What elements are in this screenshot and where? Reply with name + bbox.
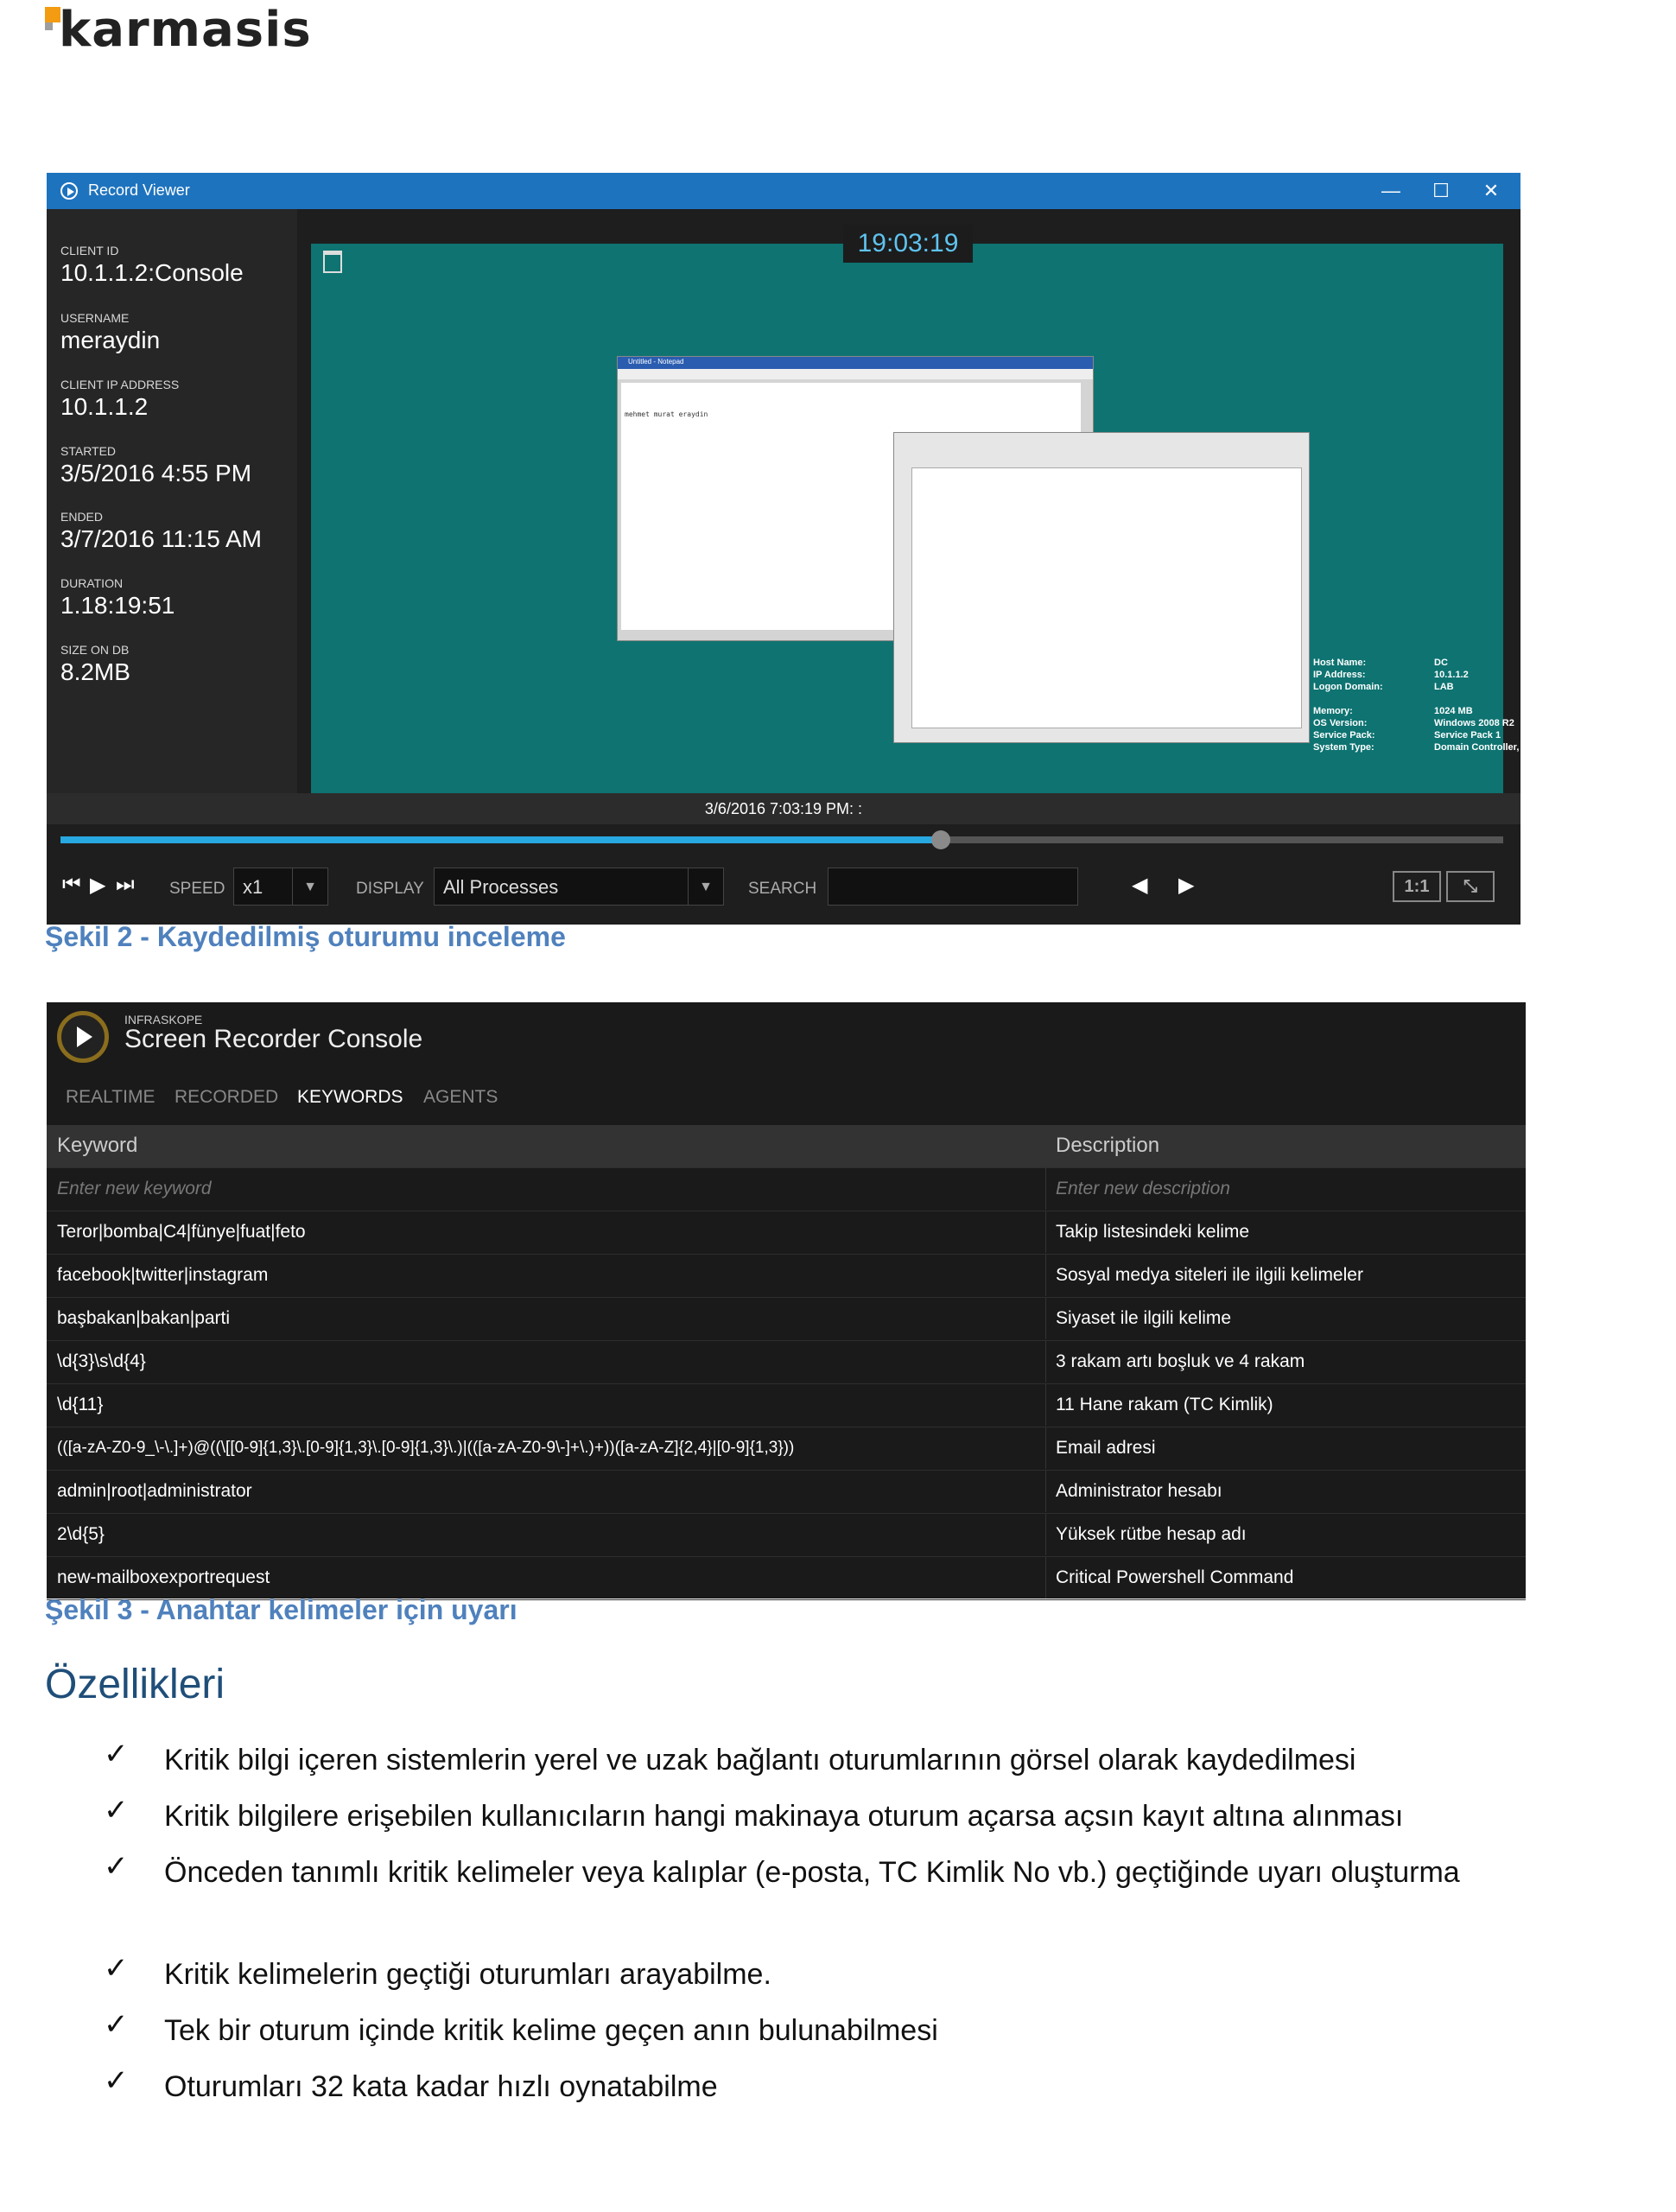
console-header — [47, 1002, 1526, 1125]
skip-forward-icon[interactable]: ⏭ — [116, 873, 135, 896]
table-row[interactable] — [47, 1341, 1526, 1384]
column-divider — [1045, 1211, 1046, 1253]
new-description-input[interactable]: Enter new description — [1056, 1179, 1230, 1198]
description-cell: Siyaset ile ilgili kelime — [1056, 1308, 1232, 1328]
close-button[interactable]: ✕ — [1482, 180, 1500, 201]
table-row[interactable] — [47, 1427, 1526, 1471]
username-label: USERNAME — [60, 311, 130, 325]
feature-text: Kritik bilgi içeren sistemlerin yerel ve uzak bağlantı oturumlarının görsel olarak kaydedilmesi — [164, 1744, 1356, 1777]
search-input[interactable] — [828, 868, 1078, 906]
table-row[interactable] — [47, 1298, 1526, 1341]
checkmark-icon: ✓ — [104, 2008, 129, 2041]
keyword-column-header: Keyword — [57, 1134, 138, 1157]
size-label: SIZE ON DB — [60, 643, 130, 657]
chevron-down-icon: ▼ — [688, 868, 723, 905]
new-keyword-input[interactable]: Enter new keyword — [57, 1179, 212, 1198]
features-heading: Özellikleri — [45, 1662, 225, 1707]
column-divider — [1045, 1255, 1046, 1296]
username-value: meraydin — [60, 327, 161, 353]
column-divider — [1045, 1471, 1046, 1512]
play-icon[interactable]: ▶ — [90, 874, 106, 897]
column-divider — [1045, 1514, 1046, 1555]
skip-back-icon[interactable]: ⏮ — [62, 873, 81, 896]
playback-status-bar: 3/6/2016 7:03:19 PM: : — [47, 793, 1520, 824]
checkmark-icon: ✓ — [104, 1850, 129, 1883]
table-header-row — [47, 1125, 1526, 1168]
ended-label: ENDED — [60, 510, 104, 524]
column-divider — [1045, 1125, 1046, 1166]
checkmark-icon: ✓ — [104, 1794, 129, 1827]
feature-text: Kritik bilgilere erişebilen kullanıcıların hangi makinaya oturum açarsa açsın kayıt altına alınması — [164, 1800, 1404, 1833]
description-cell: 3 rakam artı boşluk ve 4 rakam — [1056, 1351, 1305, 1371]
notepad-menubar — [618, 369, 1093, 379]
column-divider — [1045, 1384, 1046, 1426]
host-info-row: System Type: Domain Controller, Primary, Terminal Server — [1313, 742, 1634, 753]
description-cell: Administrator hesabı — [1056, 1481, 1222, 1501]
maximize-button[interactable]: ☐ — [1432, 180, 1450, 201]
keyword-cell: Teror|bomba|C4|fünye|fuat|feto — [57, 1222, 306, 1242]
recycle-bin-icon — [323, 251, 342, 273]
host-info-row: Host Name: DC — [1313, 658, 1448, 668]
minimize-button[interactable]: — — [1381, 180, 1400, 201]
recorded-desktop-view — [311, 244, 1634, 793]
description-cell: 11 Hane rakam (TC Kimlik) — [1056, 1395, 1273, 1414]
logo-grey-square — [45, 22, 53, 30]
feature-text: Kritik kelimelerin geçtiği oturumları arayabilme. — [164, 1958, 771, 1991]
fit-to-window-icon[interactable]: ⤡ — [1446, 871, 1495, 902]
keyword-cell: (([a-zA-Z0-9_\-\.]+)@((\[[0-9]{1,3}\.[0-9]{1,3}\.[0-9]{1,3}\.)|(([a-zA-Z0-9\-]+\.)+))([a-zA-Z]{2,4}|[0-9]{1,3})) — [57, 1439, 795, 1457]
session-info-panel — [47, 209, 297, 793]
play-circle-icon — [60, 182, 78, 200]
display-select[interactable] — [434, 868, 724, 906]
description-cell: Sosyal medya siteleri ile ilgili kelimeler — [1056, 1265, 1363, 1285]
started-value: 3/5/2016 4:55 PM — [60, 460, 252, 486]
column-divider — [1045, 1427, 1046, 1469]
duration-value: 1.18:19:51 — [60, 592, 175, 619]
table-row[interactable] — [47, 1255, 1526, 1298]
checkmark-icon: ✓ — [104, 2064, 129, 2097]
task-manager-window — [893, 432, 1310, 743]
duration-label: DURATION — [60, 576, 124, 590]
column-divider — [1045, 1298, 1046, 1339]
tab-realtime[interactable]: REALTIME — [66, 1087, 156, 1107]
infraskope-logo-icon — [57, 1011, 109, 1063]
keyword-cell: new-mailboxexportrequest — [57, 1567, 270, 1587]
display-label: DISPLAY — [356, 880, 424, 898]
host-info-row: IP Address: 10.1.1.2 — [1313, 670, 1469, 680]
previous-result-icon[interactable]: ◀ — [1132, 874, 1148, 897]
notepad-title: Untitled - Notepad — [628, 358, 684, 365]
table-row[interactable] — [47, 1514, 1526, 1557]
keyword-cell: admin|root|administrator — [57, 1481, 252, 1501]
client-ip-value: 10.1.1.2 — [60, 393, 149, 420]
host-info-row: OS Version: Windows 2008 R2 — [1313, 718, 1514, 728]
search-label: SEARCH — [748, 880, 817, 898]
actual-size-button[interactable]: 1:1 — [1393, 871, 1441, 902]
description-cell: Takip listesindeki kelime — [1056, 1222, 1250, 1242]
logo-text: karmasis — [59, 2, 312, 58]
host-info-row: Logon Domain: LAB — [1313, 682, 1454, 692]
brand-label: INFRASKOPE — [124, 1013, 203, 1027]
next-result-icon[interactable]: ▶ — [1178, 874, 1195, 897]
size-value: 8.2MB — [60, 658, 130, 685]
tab-keywords[interactable]: KEYWORDS — [297, 1087, 403, 1107]
table-row[interactable] — [47, 1384, 1526, 1427]
notepad-titlebar — [618, 357, 1093, 369]
checkmark-icon: ✓ — [104, 1738, 129, 1770]
window-title: Record Viewer — [88, 181, 190, 199]
new-entry-row — [47, 1168, 1526, 1211]
host-info-row: Service Pack: Service Pack 1 — [1313, 730, 1501, 741]
notepad-line: mehmet murat eraydin — [625, 410, 708, 418]
column-divider — [1045, 1341, 1046, 1382]
feature-text: Oturumları 32 kata kadar hızlı oynatabilme — [164, 2070, 718, 2103]
client-id-label: CLIENT ID — [60, 244, 119, 257]
screen-recorder-console — [47, 1002, 1526, 1599]
feature-text: Tek bir oturum içinde kritik kelime geçen anın bulunabilmesi — [164, 2014, 938, 2047]
record-viewer-window — [47, 173, 1634, 925]
timeline-progress-fill — [60, 836, 941, 843]
keywords-table — [47, 1125, 1526, 1600]
client-ip-label: CLIENT IP ADDRESS — [60, 378, 180, 391]
ended-value: 3/7/2016 11:15 AM — [60, 525, 262, 552]
keyword-cell: 2\d{5} — [57, 1524, 105, 1544]
playback-controls — [47, 861, 1520, 912]
figure-3-caption: Şekil 3 - Anahtar kelimeler için uyarı — [45, 1594, 517, 1625]
tab-recorded[interactable]: RECORDED — [175, 1087, 279, 1107]
timeline-thumb[interactable] — [931, 830, 950, 849]
playback-clock: 19:03:19 — [843, 225, 973, 263]
figure-2-caption: Şekil 2 - Kaydedilmiş oturumu inceleme — [45, 921, 566, 952]
checkmark-icon: ✓ — [104, 1952, 129, 1985]
column-divider — [1045, 1168, 1046, 1210]
speed-select[interactable] — [233, 868, 328, 906]
table-row[interactable] — [47, 1471, 1526, 1514]
started-label: STARTED — [60, 444, 117, 458]
keyword-cell: facebook|twitter|instagram — [57, 1265, 269, 1285]
speed-value: x1 — [243, 876, 263, 898]
description-cell: Yüksek rütbe hesap adı — [1056, 1524, 1247, 1544]
host-info-overlay — [1313, 657, 1676, 753]
timeline-slider[interactable] — [60, 836, 1503, 843]
column-divider — [1045, 1557, 1046, 1599]
chevron-down-icon: ▼ — [292, 868, 327, 905]
app-title: Screen Recorder Console — [124, 1025, 423, 1053]
host-info-row: Memory: 1024 MB — [1313, 706, 1473, 716]
feature-text: Önceden tanımlı kritik kelimeler veya kalıplar (e-posta, TC Kimlik No vb.) geçtiğinde uyarı oluşturma — [164, 1856, 1460, 1889]
keyword-cell: başbakan|bakan|parti — [57, 1308, 231, 1328]
karmasis-logo — [45, 2, 312, 59]
table-row[interactable] — [47, 1211, 1526, 1255]
tab-agents[interactable]: AGENTS — [423, 1087, 498, 1107]
client-id-value: 10.1.1.2:Console — [60, 259, 244, 286]
description-column-header: Description — [1056, 1134, 1160, 1157]
keyword-cell: \d{3}\s\d{4} — [57, 1351, 146, 1371]
process-list — [911, 467, 1302, 728]
description-cell: Critical Powershell Command — [1056, 1567, 1294, 1587]
display-value: All Processes — [443, 876, 559, 898]
keyword-cell: \d{11} — [57, 1395, 104, 1414]
speed-label: SPEED — [169, 880, 225, 898]
description-cell: Email adresi — [1056, 1438, 1156, 1458]
record-viewer-titlebar — [47, 173, 1520, 209]
